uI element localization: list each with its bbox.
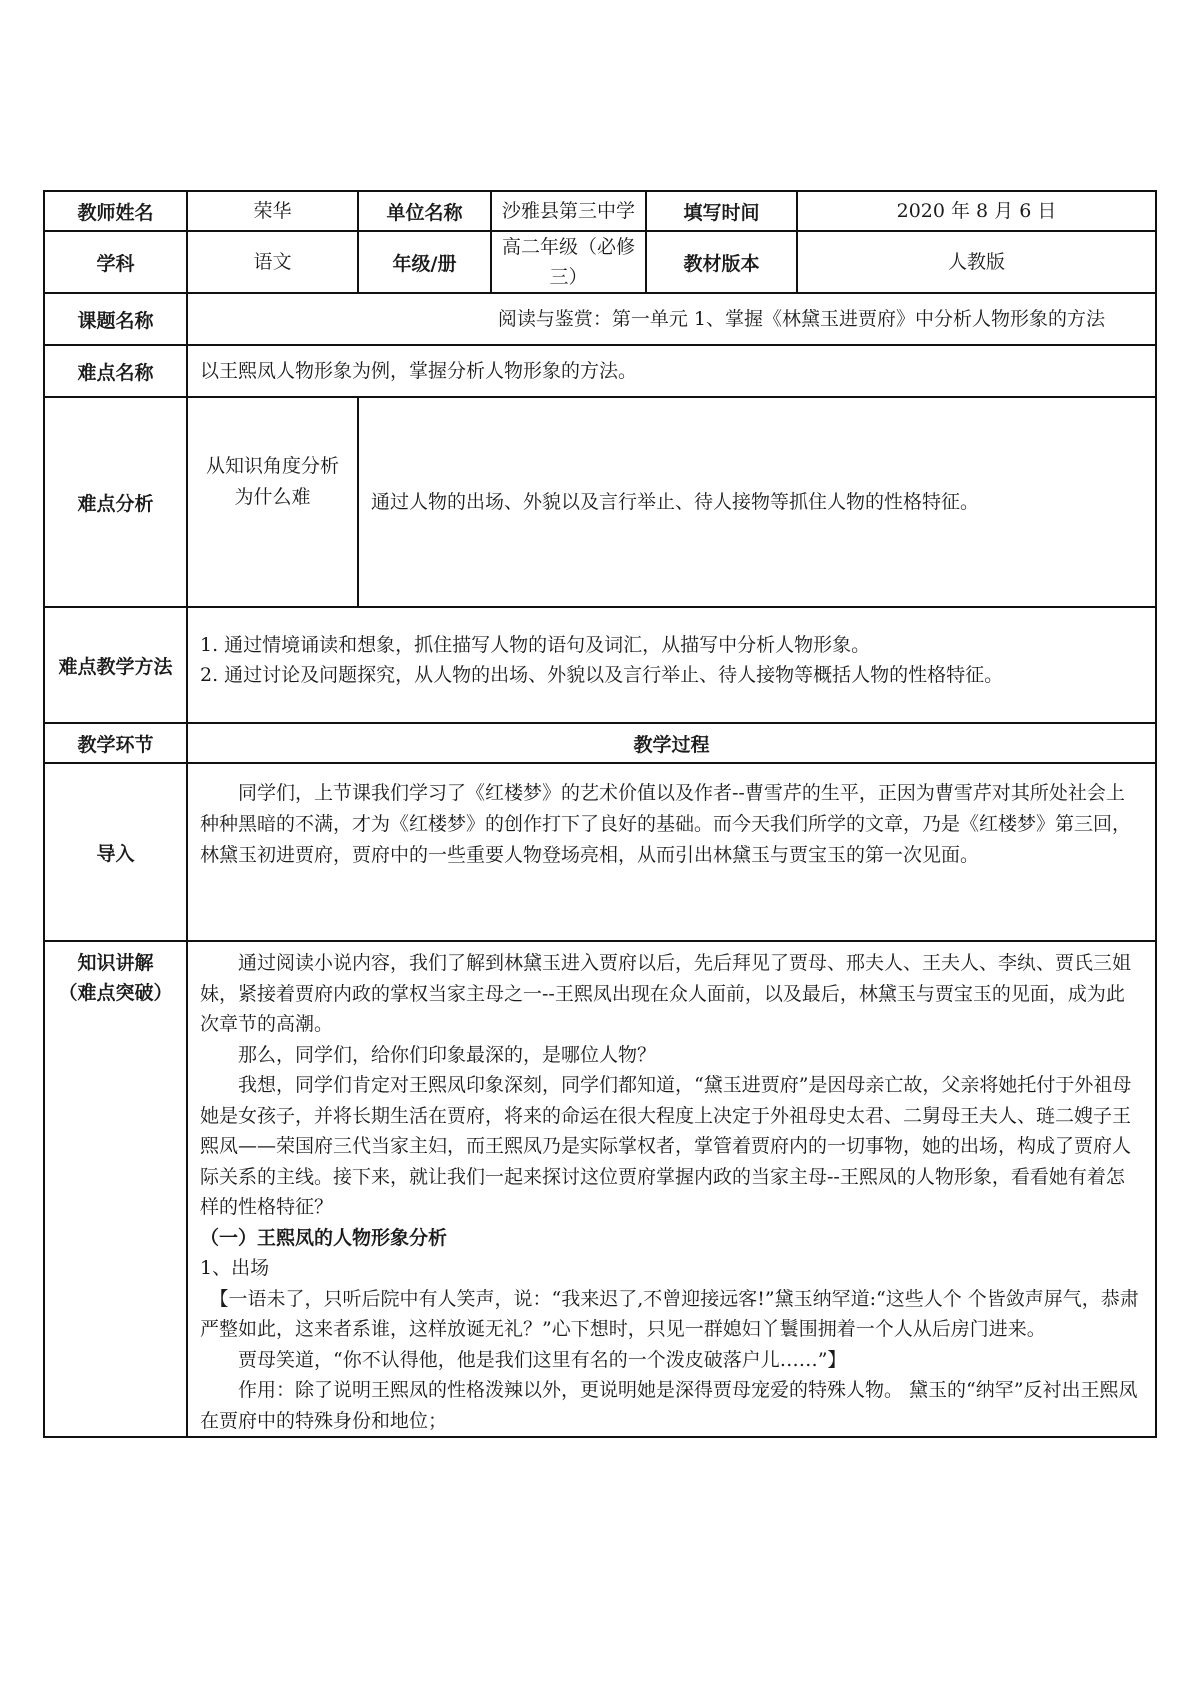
analysis-row xyxy=(44,397,1156,607)
difficulty-value: 以王熙凤人物形象为例，掌握分析人物形象的方法。 xyxy=(187,345,1156,397)
subject-value: 语文 xyxy=(187,231,358,293)
intro-value xyxy=(187,763,1156,941)
intro-paragraph: 同学们，上节课我们学习了《红楼梦》的艺术价值以及作者--曹雪芹的生平，正因为曹雪芹对其所处社会上种种黑暗的不满，才为《红楼梦》的创作打下了良好的基础。而今天我们所学的文章，乃是《红楼梦》第三回，林黛玉初进贾府，贾府中的一些重要人物登场亮相，从而引出林黛玉与贾宝玉的第一次见面。 xyxy=(200,782,1132,866)
topic-row xyxy=(44,293,1156,345)
teacher-name-value: 荣华 xyxy=(187,191,358,231)
effect-paragraph: 作用：除了说明王熙凤的性格泼辣以外，更说明她是深得贾母宠爱的特殊人物。 黛玉的“纳罕”反衬出王熙凤在贾府中的特殊身份和地位； xyxy=(200,1379,1138,1432)
process-header-row xyxy=(44,723,1156,763)
unit-name-value: 沙雅县第三中学 xyxy=(491,191,646,231)
process-header-label: 教学过程 xyxy=(187,723,1156,763)
knowledge-row xyxy=(44,941,1156,1437)
analysis-label: 难点分析 xyxy=(44,397,187,607)
knowledge-label-line-1: 知识讲解 xyxy=(77,952,154,974)
fill-date-label: 填写时间 xyxy=(646,191,797,231)
difficulty-label: 难点名称 xyxy=(44,345,187,397)
knowledge-label xyxy=(44,941,187,1437)
header-row-2 xyxy=(44,231,1156,293)
analysis-sublabel xyxy=(187,397,358,607)
topic-label: 课题名称 xyxy=(44,293,187,345)
quote-paragraph-1: 【一语未了，只听后院中有人笑声，说：“我来迟了,不曾迎接远客!”黛玉纳罕道:“这些人个 个皆敛声屏气，恭肃严整如此，这来者系谁，这样放诞无礼？”心下想时，只见一群媳妇丫鬟围拥着一个人从后房门进来。 xyxy=(200,1287,1139,1340)
quote-paragraph-2: 贾母笑道，“你不认得他，他是我们这里有名的一个泼皮破落户儿……”】 xyxy=(238,1348,847,1371)
method-item-2: 2. 通过讨论及问题探究，从人物的出场、外貌以及言行举止、待人接物等概括人物的性格特征。 xyxy=(200,664,1004,686)
knowledge-label-line-2: （难点突破） xyxy=(58,982,173,1004)
edition-label: 教材版本 xyxy=(646,231,797,293)
knowledge-paragraph-3: 我想，同学们肯定对王熙凤印象深刻，同学们都知道，“黛玉进贾府”是因母亲亡故，父亲将她托付于外祖母她是女孩子，并将长期生活在贾府，将来的命运在很大程度上决定于外祖母史太君、二舅母王夫人、琏二嫂子王熙凤——荣国府三代当家主妇，而王熙凤乃是实际掌权者，掌管着贾府内的一切事物，她的出场，构成了贾府人际关系的主线。接下来，就让我们一起来探讨这位贾府掌握内政的当家主母--王熙凤的人物形象，看看她有着怎样的性格特征？ xyxy=(200,1074,1132,1218)
item-1-title: 1、出场 xyxy=(200,1257,270,1279)
analysis-sublabel-text: 从知识角度分析为什么难 xyxy=(205,455,339,508)
subject-label: 学科 xyxy=(44,231,187,293)
difficulty-row xyxy=(44,345,1156,397)
lesson-plan-table xyxy=(43,190,1157,1438)
topic-value: 阅读与鉴赏：第一单元 1、掌握《林黛玉进贾府》中分析人物形象的方法 xyxy=(187,293,1156,345)
method-item-1: 1. 通过情境诵读和想象，抓住描写人物的语句及词汇，从描写中分析人物形象。 xyxy=(200,634,871,656)
edition-value: 人教版 xyxy=(797,231,1156,293)
method-label: 难点教学方法 xyxy=(44,607,187,723)
fill-date-value: 2020 年 8 月 6 日 xyxy=(797,191,1156,231)
intro-row xyxy=(44,763,1156,941)
section-title: （一）王熙凤的人物形象分析 xyxy=(200,1226,448,1249)
knowledge-value xyxy=(187,941,1156,1437)
method-row xyxy=(44,607,1156,723)
knowledge-paragraph-1: 通过阅读小说内容，我们了解到林黛玉进入贾府以后，先后拜见了贾母、邢夫人、王夫人、李纨、贾氏三姐妹，紧接着贾府内政的掌权当家主母之一--王熙凤出现在众人面前，以及最后，林黛玉与贾宝玉的见面，成为此次章节的高潮。 xyxy=(200,952,1132,1035)
unit-name-label: 单位名称 xyxy=(358,191,491,231)
intro-label: 导入 xyxy=(44,763,187,941)
grade-label: 年级/册 xyxy=(358,231,491,293)
teacher-name-label: 教师姓名 xyxy=(44,191,187,231)
knowledge-paragraph-2: 那么，同学们，给你们印象最深的，是哪位人物？ xyxy=(238,1043,657,1066)
method-value xyxy=(187,607,1156,723)
analysis-value: 通过人物的出场、外貌以及言行举止、待人接物等抓住人物的性格特征。 xyxy=(358,397,1156,607)
stage-header-label: 教学环节 xyxy=(44,723,187,763)
lesson-plan-sheet xyxy=(43,190,1155,1438)
header-row-1 xyxy=(44,191,1156,231)
grade-value: 高二年级（必修三） xyxy=(491,231,646,293)
